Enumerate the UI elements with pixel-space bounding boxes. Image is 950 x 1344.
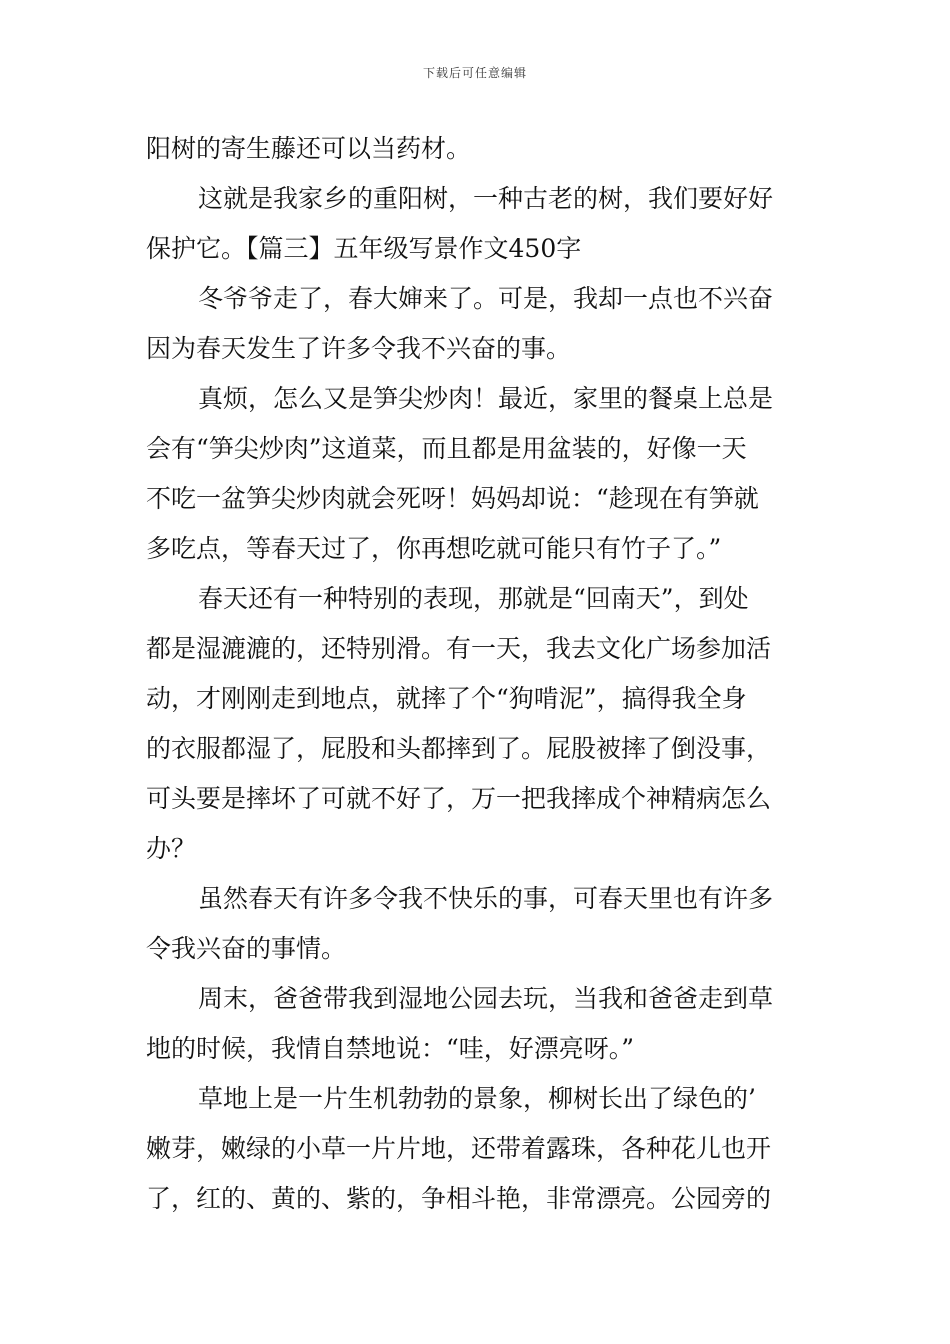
text-line: 地的时候，我情自禁地说：“哇，好漂亮呀。” bbox=[146, 1034, 635, 1063]
text-line: 草地上是一片生机勃勃的景象，柳树长出了绿色的’ bbox=[198, 1084, 756, 1113]
text-line: 可头要是摔坏了可就不好了，万一把我摔成个神精病怎么 bbox=[146, 784, 772, 813]
text-line: 春天还有一种特别的表现，那就是“回南天”，到处 bbox=[198, 584, 749, 613]
text-line: 阳树的寄生藤还可以当药材。 bbox=[146, 134, 472, 163]
text-line: 真烦，怎么又是笋尖炒肉！最近，家里的餐桌上总是 bbox=[198, 384, 774, 413]
text-line: 嫩芽，嫩绿的小草一片片地，还带着露珠，各种花儿也开 bbox=[146, 1134, 772, 1163]
text-line: 动，才刚刚走到地点，就摔了个“狗啃泥”，搞得我全身 bbox=[146, 684, 747, 713]
text-line: 办？ bbox=[146, 834, 197, 863]
text-line: 因为春天发生了许多令我不兴奋的事。 bbox=[146, 334, 572, 363]
page-header: 下载后可任意编辑 bbox=[422, 66, 527, 80]
text-line: 不吃一盆笋尖炒肉就会死呀！妈妈却说：“趁现在有笋就 bbox=[146, 484, 759, 513]
text-line: 保护它。【篇三】五年级写景作文450字 bbox=[146, 234, 582, 263]
text-line: 令我兴奋的事情。 bbox=[146, 934, 347, 963]
text-line: 多吃点，等春天过了，你再想吃就可能只有竹子了。” bbox=[146, 534, 722, 563]
text-line: 冬爷爷走了，春大婶来了。可是，我却一点也不兴奋 bbox=[198, 284, 774, 313]
text-line: 这就是我家乡的重阳树，一种古老的树，我们要好好 bbox=[198, 184, 774, 213]
text-line: 虽然春天有许多令我不快乐的事，可春天里也有许多 bbox=[198, 884, 774, 913]
text-line: 会有“笋尖炒肉”这道菜，而且都是用盆装的，好像一天 bbox=[146, 434, 747, 463]
text-line: 都是湿漉漉的，还特别滑。有一天，我去文化广场参加活 bbox=[146, 634, 772, 663]
text-line: 周末，爸爸带我到湿地公园去玩，当我和爸爸走到草 bbox=[198, 984, 774, 1013]
text-line: 了，红的、黄的、紫的，争相斗艳，非常漂亮。公园旁的 bbox=[146, 1184, 772, 1213]
text-line: 的衣服都湿了，屁股和头都摔到了。屁股被摔了倒没事， bbox=[146, 734, 772, 763]
document-body bbox=[146, 124, 808, 1224]
